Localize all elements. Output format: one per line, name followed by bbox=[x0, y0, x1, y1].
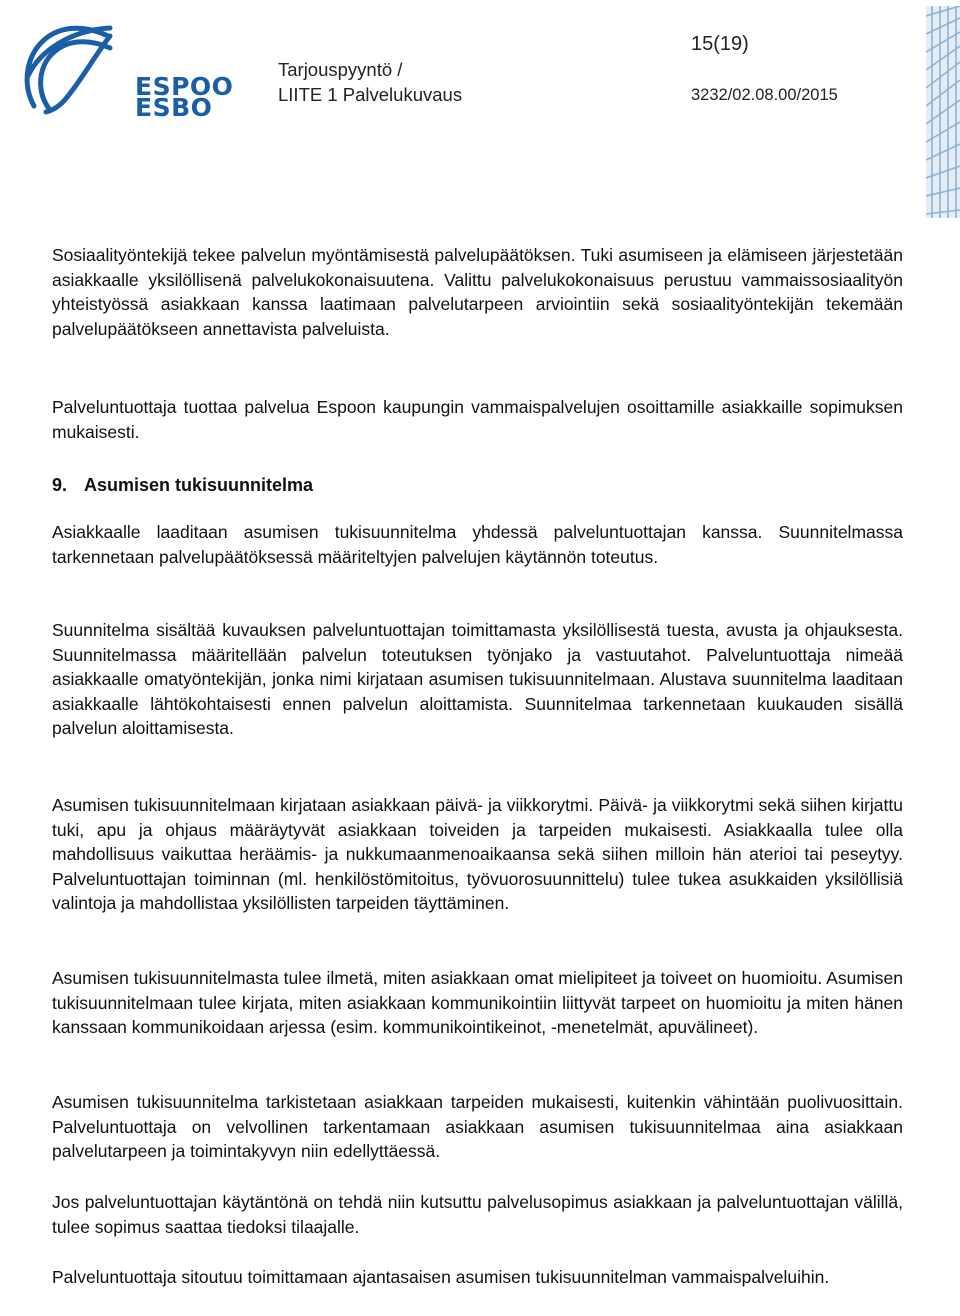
document-title: Tarjouspyyntö / bbox=[278, 59, 403, 80]
section-paragraph-4: Asumisen tukisuunnitelmasta tulee ilmetä, miten asiakkaan omat mielipiteet ja toiveet on huomioitu. Asumisen tukisuunnitelmaan tulee kirjata, miten asiakkaan kommunikointiin liittyvät tarpeet on huomioitu ja miten hänen kanssaan kommunikoidaan arjessa (esim. kommunikointikeinot, -menetelmät, apuvälineet). bbox=[52, 968, 903, 1037]
logo-esbo-text: ESBO bbox=[135, 93, 213, 122]
striped-pattern-icon bbox=[926, 6, 960, 218]
section-paragraph-6: Jos palveluntuottajan käytäntönä on tehdä niin kutsuttu palvelusopimus asiakkaan ja palveluntuottajan välillä, tulee sopimus saattaa tiedoksi tilaajalle. bbox=[52, 1192, 903, 1237]
logo-espoo-text: ESPOO bbox=[135, 72, 234, 101]
section-paragraph-3: Asumisen tukisuunnitelmaan kirjataan asiakkaan päivä- ja viikkorytmi. Päivä- ja viikkorytmi sekä siihen kirjattu tuki, apu ja ohjaus määräytyvät asiakkaan toiveiden ja tarpeiden mukaisesti. Asiakkaalla tulee olla mahdollisuus vaikuttaa heräämis- ja nukkumaanmenoaikaansa sekä siihen milloin hän aterioi tai peseytyy. Palveluntuottajan toiminnan (ml. henkilöstömitoitus, työvuorosuunnittelu) tulee tukea asukkaiden yksilöllisiä valintoja ja mahdollistaa yksilöllisten tarpeiden täyttäminen. bbox=[52, 795, 903, 913]
document-reference: 3232/02.08.00/2015 bbox=[691, 86, 838, 104]
section-paragraph-1: Asiakkaalle laaditaan asumisen tukisuunnitelma yhdessä palveluntuottajan kanssa. Suunnitelmassa tarkennetaan palvelupäätöksessä määriteltyjen palvelujen käytännön toteutus. bbox=[52, 522, 903, 567]
intro-paragraph-1: Sosiaalityöntekijä tekee palvelun myöntämisestä palvelupäätöksen. Tuki asumiseen ja elämiseen järjestetään asiakkaalle yksilöllisenä palvelukokonaisuutena. Valittu palvelukokonaisuus perustuu vammaissosiaalityön yhteistyössä asiakkaan kanssa laatimaan palvelutarpeen arviointiin sekä sosiaalityöntekijän tekemään palvelupäätökseen annettavista palveluista. bbox=[52, 245, 903, 339]
espoo-wave-icon bbox=[18, 14, 133, 124]
section-paragraph-5: Asumisen tukisuunnitelma tarkistetaan asiakkaan tarpeiden mukaisesti, kuitenkin vähintään puolivuosittain. Palveluntuottaja on velvollinen tarkentamaan asiakkaan asumisen tukisuunnitelmaa aina asiakkaan palvelutarpeen ja toimintakyvyn niin edellyttäessä. bbox=[52, 1092, 903, 1161]
page-number: 15(19) bbox=[691, 33, 749, 55]
section-heading bbox=[52, 475, 313, 496]
section-paragraph-2: Suunnitelma sisältää kuvauksen palveluntuottajan toimittamasta yksilöllisestä tuesta, avusta ja ohjauksesta. Suunnitelmassa määritellään palvelun toteutuksen työnjako ja vastuutahot. Palveluntuottaja nimeää asiakkaalle omatyöntekijän, jonka nimi kirjataan asumisen tukisuunnitelmaan. Alustava suunnitelma laaditaan asiakkaalle lähtökohtaisesti ennen palvelun aloittamista. Suunnitelmaa tarkennetaan kuukauden sisällä palvelun aloittamisesta. bbox=[52, 620, 903, 738]
espoo-logo bbox=[18, 14, 234, 124]
section-paragraph-7: Palveluntuottaja sitoutuu toimittamaan ajantasaisen asumisen tukisuunnitelman vammaispalveluihin. bbox=[52, 1267, 830, 1287]
section-title: Asumisen tukisuunnitelma bbox=[84, 475, 314, 495]
section-number: 9. bbox=[52, 475, 68, 495]
document-subtitle: LIITE 1 Palvelukuvaus bbox=[278, 84, 463, 105]
intro-paragraph-2: Palveluntuottaja tuottaa palvelua Espoon kaupungin vammaispalvelujen osoittamille asiakkaille sopimuksen mukaisesti. bbox=[52, 397, 903, 442]
